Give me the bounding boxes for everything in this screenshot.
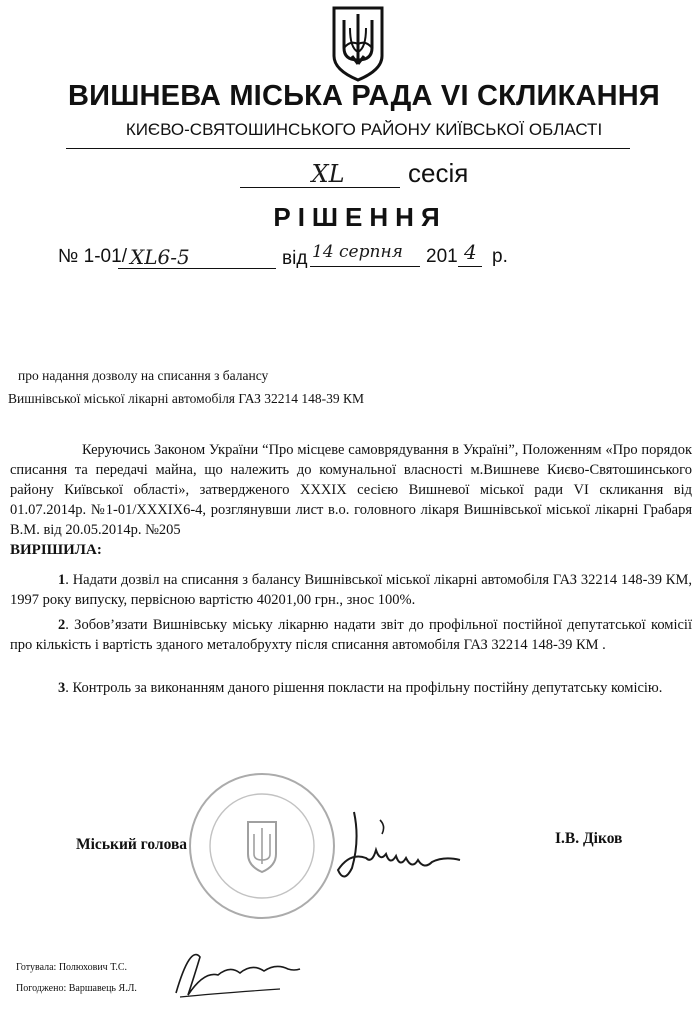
subject-line-1: про надання дозволу на списання з балансу — [18, 368, 269, 383]
resolution-item-3 — [10, 678, 692, 698]
mayor-title: Міський голова — [76, 836, 188, 853]
year-underline — [458, 266, 482, 267]
item-number: 1 — [58, 572, 66, 588]
year-digit: 4 — [464, 240, 477, 264]
session-underline — [240, 187, 400, 188]
reference-number-label: № 1-01/ — [58, 246, 127, 267]
agreed-by: Погоджено: Варшавець Я.Л. — [16, 983, 137, 994]
item-number: 3 — [58, 680, 66, 696]
document-title: РІШЕННЯ — [273, 202, 447, 232]
mayor-signature — [320, 800, 480, 890]
approver-signature — [160, 935, 310, 1005]
subject-line-2: Вишнівської міської лікарні автомобіля ГАЗ 32214 148-39 КМ — [8, 391, 365, 406]
session-label: сесія — [408, 158, 469, 188]
resolution-item-2 — [10, 615, 692, 655]
trident-coat-of-arms-icon — [330, 4, 386, 82]
resolution-item-1 — [10, 570, 692, 610]
date-from-label: від — [282, 248, 308, 269]
council-title: ВИШНЕВА МІСЬКА РАДА VI СКЛИКАННЯ — [68, 80, 660, 112]
resolved-heading: ВИРІШИЛА: — [10, 542, 102, 558]
year-suffix: р. — [492, 246, 508, 267]
preamble-paragraph: Керуючись Законом України “Про місцеве самоврядування в Україні”, Положенням «Про порядок списання та передачі майна, що належить до комунальної власності м.Вишневе Києво-Святошинського району Київської області», затвердженого XXXIX сесією Вишневої міської ради VI скликання від 01.07.2014р. №1-01/XXXIX6-4, розглянувши лист в.о. головного лікаря Вишнівської міської лікарні Грабаря В.М. від 20.05.2014р. №205 — [10, 442, 692, 538]
session-number: XL — [311, 160, 345, 188]
item-number: 2 — [58, 617, 66, 633]
district-subtitle: КИЄВО-СВЯТОШИНСЬКОГО РАЙОНУ КИЇВСЬКОЇ ОБЛАСТІ — [125, 120, 603, 139]
item-text: . Контроль за виконанням даного рішення покласти на профільну постійну депутатську комісію. — [65, 680, 663, 696]
item-text: . Надати дозвіл на списання з балансу Вишнівської міської лікарні автомобіля ГАЗ 32214 148-39 КМ, 1997 року випуску, первісною вартістю 40201,00 грн., знос 100%. — [10, 572, 692, 608]
reference-number-underline — [118, 268, 276, 269]
reference-number-value: XL6-5 — [130, 245, 190, 269]
year-prefix: 201 — [426, 246, 458, 267]
item-text: . Зобов’язати Вишнівську міську лікарню надати звіт до профільної постійної депутатської комісії про кількість і вартість зданого металобрухту після списання автомобіля ГАЗ 32214 148-39 КМ . — [10, 617, 692, 653]
official-seal-stamp — [184, 768, 340, 924]
header-divider — [66, 148, 630, 149]
mayor-name: І.В. Діков — [555, 830, 623, 847]
date-underline — [310, 266, 420, 267]
prepared-by: Готувала: Полюхович Т.С. — [16, 962, 127, 973]
date-value: 14 серпня — [312, 242, 403, 262]
